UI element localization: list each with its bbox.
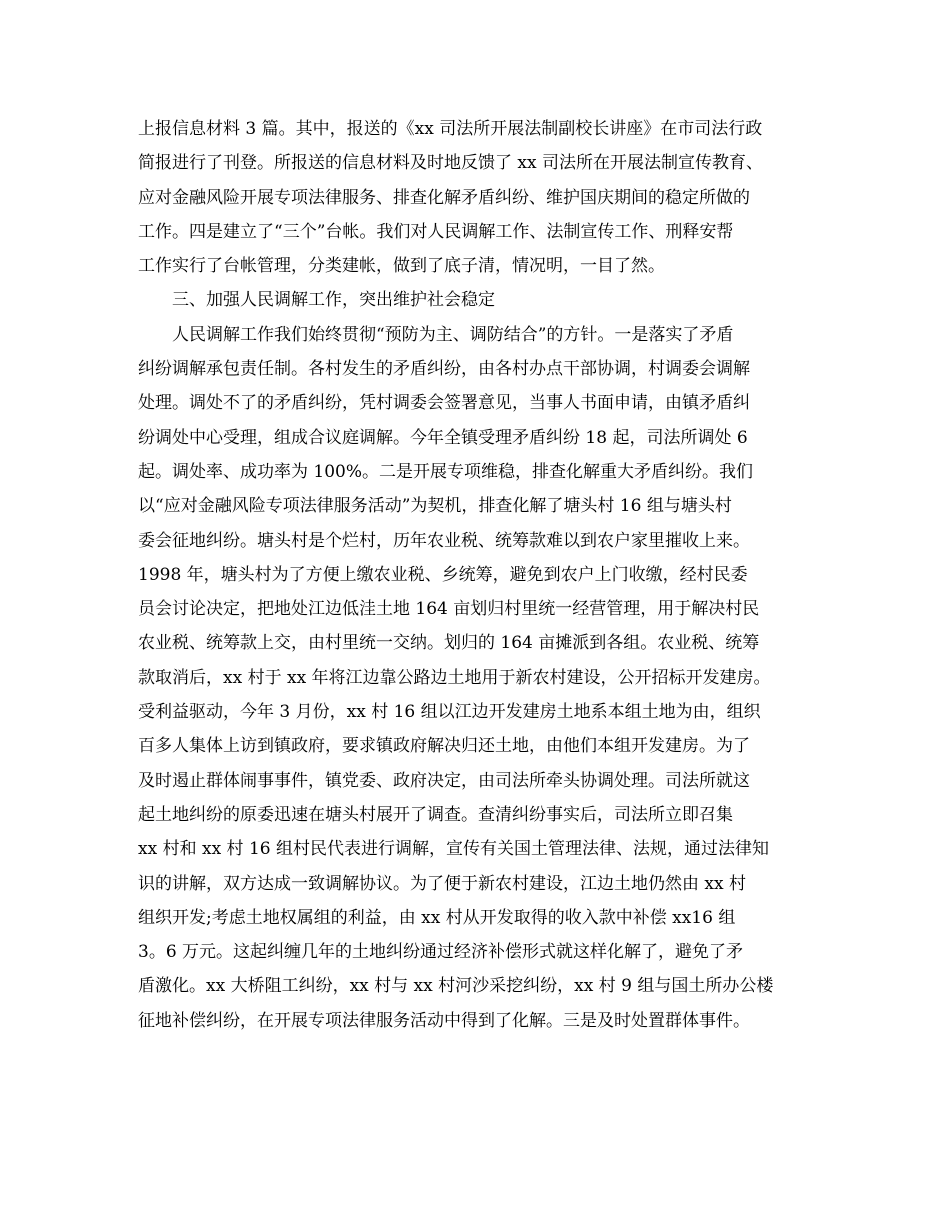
text-line: 纷调处中心受理，组成合议庭调解。今年全镇受理矛盾纠纷 18 起，司法所调处 6 (138, 427, 748, 448)
text-line: 委会征地纠纷。塘头村是个烂村，历年农业税、统筹款难以到农户家里摧收上来。 (138, 530, 750, 551)
paragraph-first-line: 人民调解工作我们始终贯彻“预防为主、调防结合”的方针。一是落实了矛盾 (172, 324, 734, 345)
text-line: 简报进行了刊登。所报送的信息材料及时地反馈了 xx 司法所在开展法制宣传教育、 (138, 153, 763, 174)
text-line: 百多人集体上访到镇政府，要求镇政府解决归还土地，由他们本组开发建房。为了 (138, 736, 750, 757)
text-line: 及时遏止群体闹事事件，镇党委、政府决定，由司法所牵头协调处理。司法所就这 (138, 770, 750, 791)
text-line: 应对金融风险开展专项法律服务、排查化解矛盾纠纷、维护国庆期间的稳定所做的 (138, 187, 750, 208)
text-line: 工作实行了台帐管理，分类建帐，做到了底子清，情况明，一目了然。 (138, 256, 665, 277)
paragraph-first-line: 三、加强人民调解工作，突出维护社会稳定 (172, 290, 495, 311)
text-line: 组织开发;考虑土地权属组的利益，由 xx 村从开发取得的收入款中补偿 xx16 组 (138, 907, 736, 928)
text-line: 工作。四是建立了“三个”台帐。我们对人民调解工作、法制宣传工作、刑释安帮 (138, 221, 734, 242)
text-line: 识的讲解，双方达成一致调解协议。为了便于新农村建设，江边土地仍然由 xx 村 (138, 873, 746, 894)
text-line: 农业税、统筹款上交，由村里统一交纳。划归的 164 亩摊派到各组。农业税、统筹 (138, 633, 760, 654)
text-line: 以“应对金融风险专项法律服务活动”为契机，排查化解了塘头村 16 组与塘头村 (138, 496, 732, 517)
text-line: 纠纷调解承包责任制。各村发生的矛盾纠纷，由各村办点干部协调，村调委会调解 (138, 359, 750, 380)
text-line: 处理。调处不了的矛盾纠纷，凭村调委会签署意见，当事人书面申请，由镇矛盾纠 (138, 393, 750, 414)
document-body (138, 112, 828, 1038)
text-line: 上报信息材料 3 篇。其中，报送的《xx 司法所开展法制副校长讲座》在市司法行政 (138, 119, 763, 139)
text-line: 1998 年，塘头村为了方便上缴农业税、乡统筹，避免到农户上门收缴，经村民委 (138, 564, 748, 585)
text-line: xx 村和 xx 村 16 组村民代表进行调解，宣传有关国土管理法律、法规，通过法律知 (138, 839, 769, 860)
text-line: 盾激化。xx 大桥阻工纠纷，xx 村与 xx 村河沙采挖纠纷，xx 村 9 组与国土所办公楼 (138, 976, 774, 997)
text-line: 受利益驱动，今年 3 月份，xx 村 16 组以江边开发建房土地系本组土地为由，组织 (138, 702, 761, 723)
text-line: 款取消后，xx 村于 xx 年将江边靠公路边土地用于新农村建设，公开招标开发建房。 (138, 667, 771, 688)
text-line: 员会讨论决定，把地处江边低洼土地 164 亩划归村里统一经营管理，用于解决村民 (138, 599, 760, 620)
text-line: 起。调处率、成功率为 100%。二是开展专项维稳，排查化解重大矛盾纠纷。我们 (138, 461, 754, 482)
text-line: 起土地纠纷的原委迅速在塘头村展开了调查。查清纠纷事实后，司法所立即召集 (138, 804, 733, 825)
text-line: 3。6 万元。这起纠缠几年的土地纠纷通过经济补偿形式就这样化解了，避免了矛 (138, 942, 744, 963)
text-line: 征地补偿纠纷，在开展专项法律服务活动中得到了化解。三是及时处置群体事件。 (138, 1010, 750, 1031)
